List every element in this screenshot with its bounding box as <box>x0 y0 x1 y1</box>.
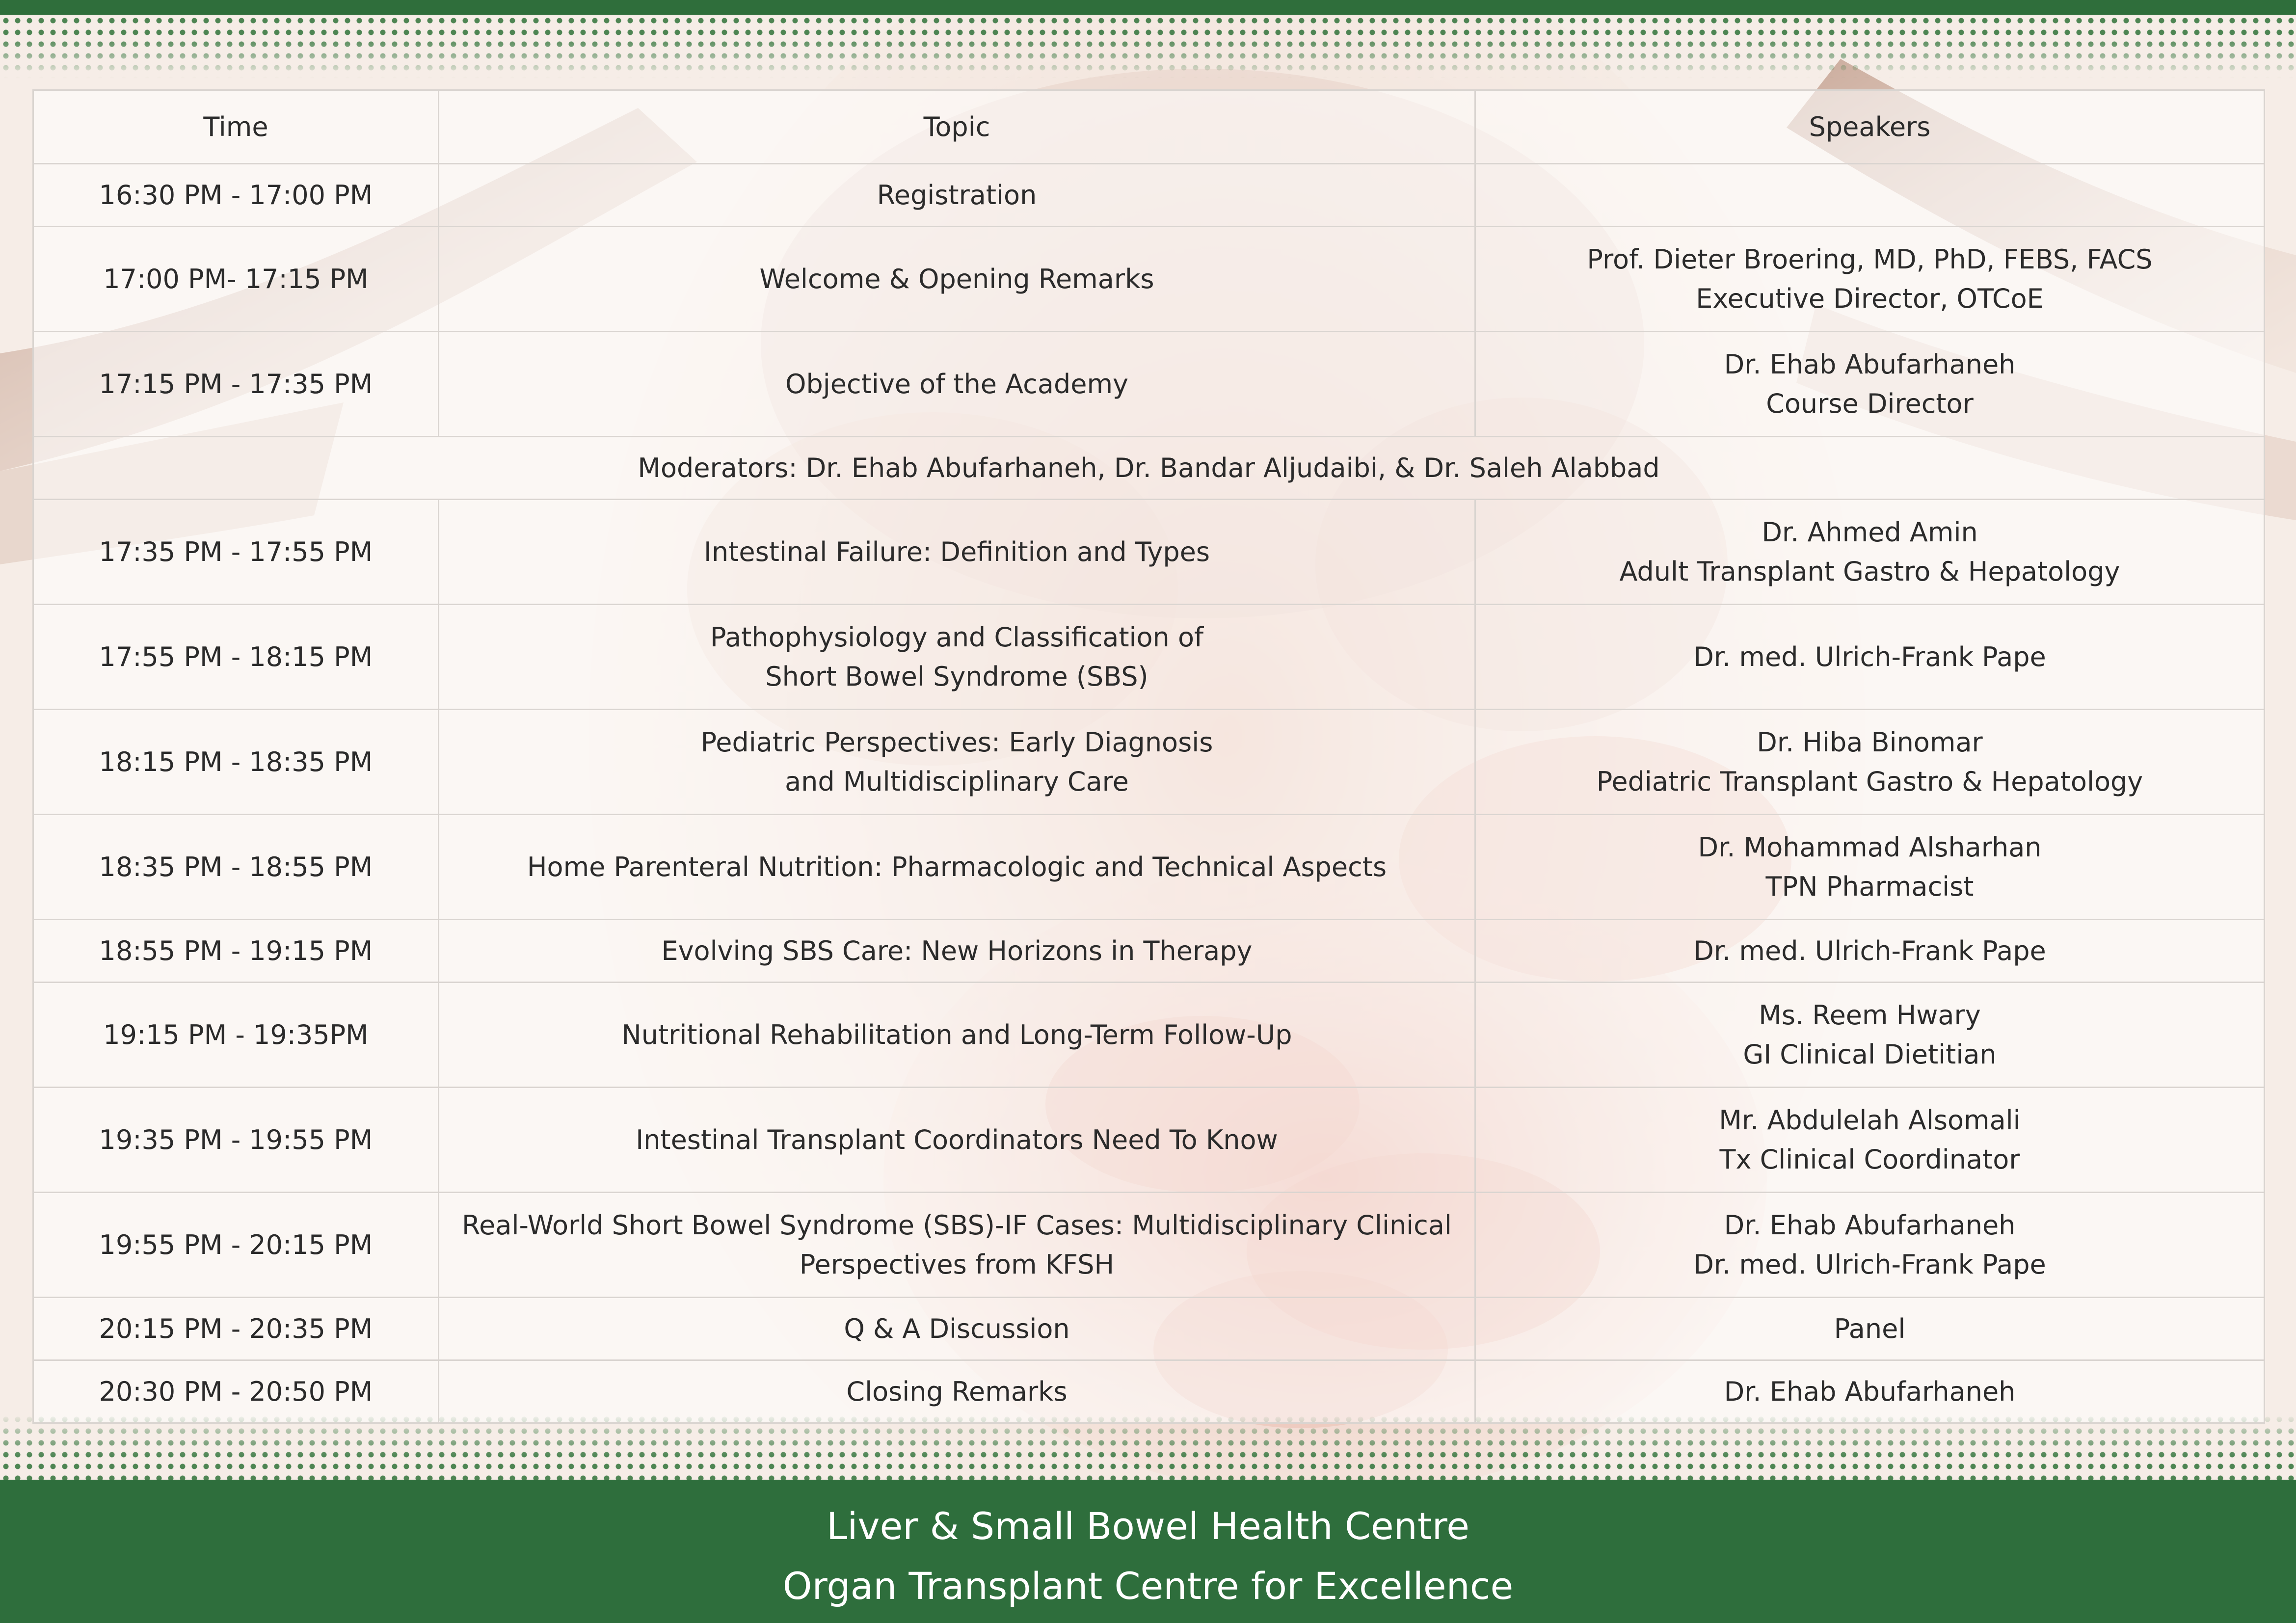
row-time: 17:15 PM - 17:35 PM <box>33 332 439 437</box>
dot-pattern-bottom <box>0 1413 2296 1480</box>
table-row <box>33 1298 2265 1360</box>
table-row <box>33 920 2265 983</box>
row-speakers: Dr. Mohammad Alsharhan TPN Pharmacist <box>1475 815 2265 920</box>
table-header-row <box>33 90 2265 164</box>
footer-centre-name: Liver & Small Bowel Health Centre <box>827 1504 1469 1548</box>
row-time: 18:15 PM - 18:35 PM <box>33 710 439 815</box>
agenda-table <box>32 89 2265 1424</box>
table-row <box>33 227 2265 332</box>
row-time: 19:35 PM - 19:55 PM <box>33 1088 439 1193</box>
dot-pattern-top <box>0 15 2296 79</box>
table-row <box>33 710 2265 815</box>
row-time: 16:30 PM - 17:00 PM <box>33 164 439 227</box>
row-speakers: Ms. Reem Hwary GI Clinical Dietitian <box>1475 983 2265 1088</box>
row-speakers: Dr. Hiba Binomar Pediatric Transplant Gastro & Hepatology <box>1475 710 2265 815</box>
row-topic: Registration <box>439 164 1475 227</box>
row-time: 17:55 PM - 18:15 PM <box>33 605 439 710</box>
row-time: 20:15 PM - 20:35 PM <box>33 1298 439 1360</box>
row-time: 19:55 PM - 20:15 PM <box>33 1193 439 1298</box>
row-speakers: Dr. med. Ulrich-Frank Pape <box>1475 920 2265 983</box>
row-speakers: Dr. Ehab Abufarhaneh Dr. med. Ulrich-Frank Pape <box>1475 1193 2265 1298</box>
row-speakers <box>1475 164 2265 227</box>
row-time: 17:35 PM - 17:55 PM <box>33 500 439 605</box>
row-time: 17:00 PM- 17:15 PM <box>33 227 439 332</box>
row-speakers: Prof. Dieter Broering, MD, PhD, FEBS, FACS Executive Director, OTCoE <box>1475 227 2265 332</box>
row-topic: Q & A Discussion <box>439 1298 1475 1360</box>
row-topic: Objective of the Academy <box>439 332 1475 437</box>
table-row <box>33 1193 2265 1298</box>
table-row <box>33 164 2265 227</box>
table-row <box>33 332 2265 437</box>
row-time: 18:35 PM - 18:55 PM <box>33 815 439 920</box>
row-topic: Pediatric Perspectives: Early Diagnosis and Multidisciplinary Care <box>439 710 1475 815</box>
table-row <box>33 815 2265 920</box>
row-speakers: Dr. med. Ulrich-Frank Pape <box>1475 605 2265 710</box>
row-time: 19:15 PM - 19:35PM <box>33 983 439 1088</box>
row-topic: Pathophysiology and Classification of Short Bowel Syndrome (SBS) <box>439 605 1475 710</box>
table-row <box>33 983 2265 1088</box>
table-row <box>33 1088 2265 1193</box>
row-topic: Intestinal Failure: Definition and Types <box>439 500 1475 605</box>
header-speakers: Speakers <box>1475 90 2265 164</box>
header-time: Time <box>33 90 439 164</box>
row-topic: Nutritional Rehabilitation and Long-Term Follow-Up <box>439 983 1475 1088</box>
top-green-bar <box>0 0 2296 15</box>
table-row <box>33 605 2265 710</box>
row-topic: Home Parenteral Nutrition: Pharmacologic and Technical Aspects <box>439 815 1475 920</box>
moderators-row <box>33 437 2265 500</box>
footer-banner <box>0 1480 2296 1623</box>
row-topic: Evolving SBS Care: New Horizons in Therapy <box>439 920 1475 983</box>
table-row <box>33 500 2265 605</box>
row-topic: Welcome & Opening Remarks <box>439 227 1475 332</box>
row-topic: Intestinal Transplant Coordinators Need To Know <box>439 1088 1475 1193</box>
row-speakers: Dr. Ehab Abufarhaneh <box>1475 1360 2265 1423</box>
row-speakers: Mr. Abdulelah Alsomali Tx Clinical Coordinator <box>1475 1088 2265 1193</box>
row-speakers: Dr. Ehab Abufarhaneh Course Director <box>1475 332 2265 437</box>
row-speakers: Dr. Ahmed Amin Adult Transplant Gastro & Hepatology <box>1475 500 2265 605</box>
row-time: 18:55 PM - 19:15 PM <box>33 920 439 983</box>
row-speakers: Panel <box>1475 1298 2265 1360</box>
moderators-text: Moderators: Dr. Ehab Abufarhaneh, Dr. Bandar Aljudaibi, & Dr. Saleh Alabbad <box>33 437 2265 500</box>
header-topic: Topic <box>439 90 1475 164</box>
row-time: 20:30 PM - 20:50 PM <box>33 1360 439 1423</box>
row-topic: Real-World Short Bowel Syndrome (SBS)-IF Cases: Multidisciplinary Clinical Perspectives from KFSH <box>439 1193 1475 1298</box>
row-topic: Closing Remarks <box>439 1360 1475 1423</box>
footer-organization-name: Organ Transplant Centre for Excellence <box>782 1564 1514 1608</box>
